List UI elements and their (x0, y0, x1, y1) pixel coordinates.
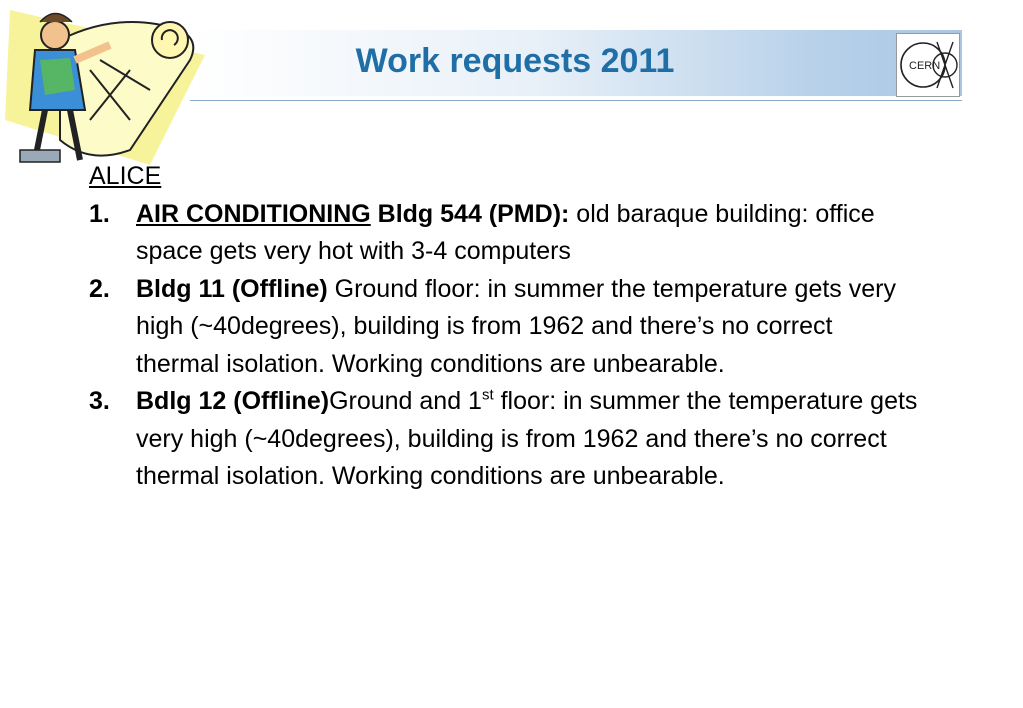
item-location: Bdlg 12 (Offline) (136, 387, 330, 415)
list-item (89, 383, 919, 496)
item-description-start: Ground and 1 (329, 387, 482, 415)
cern-logo (896, 33, 960, 97)
list-number: 1. (89, 199, 110, 228)
item-topic: AIR CONDITIONING (136, 199, 371, 228)
ordinal-suffix: st (481, 386, 494, 404)
section-heading: ALICE (89, 162, 162, 190)
page-title: Work requests 2011 (355, 42, 675, 80)
cern-logo-icon (897, 34, 959, 96)
list-number: 3. (89, 387, 110, 415)
list-item (89, 271, 919, 384)
item-description: floor: in summer the temperature gets very high (~40degrees), building is from 1962 and there’s no correct thermal isolation. Working conditions are unbearable. (136, 387, 918, 490)
item-description: old baraque building: office space gets very hot with 3-4 computers (136, 199, 875, 265)
scroll-person-clipart-icon (0, 0, 215, 170)
content-body (89, 158, 919, 496)
item-description: Ground floor: in summer the temperature gets very high (~40degrees), building is from 1962 and there’s no correct thermal isolation. Working conditions are unbearable. (136, 274, 896, 378)
cern-logo-text: CERN (909, 60, 941, 72)
item-location: Bldg 544 (PMD): (370, 199, 570, 228)
header-divider (190, 100, 962, 101)
list-number: 2. (89, 274, 110, 303)
item-location: Bldg 11 (Offline) (136, 274, 328, 303)
list-item (89, 196, 919, 271)
